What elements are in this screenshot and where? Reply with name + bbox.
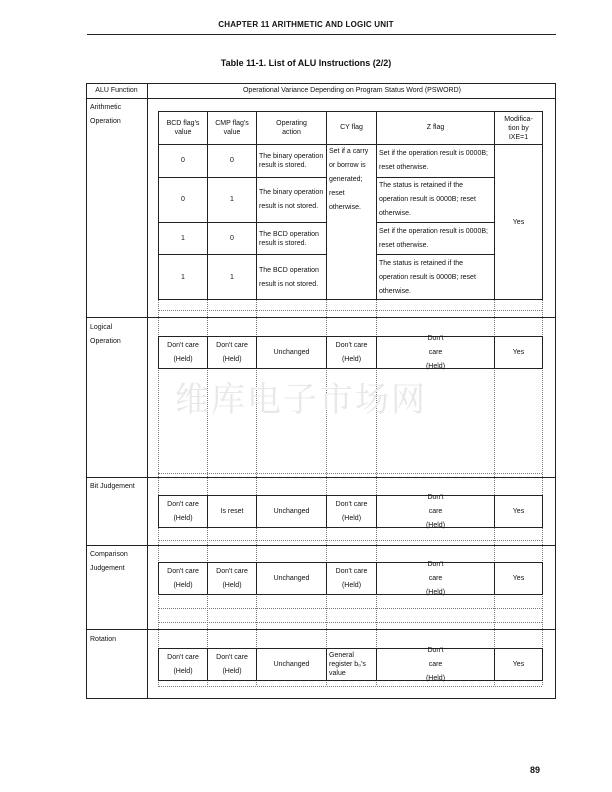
section-divider xyxy=(86,545,556,546)
bcd-value: 1 xyxy=(181,273,185,281)
bcd-value: Don't care (Held) xyxy=(167,341,199,363)
chapter-heading: CHAPTER 11 ARITHMETIC AND LOGIC UNIT xyxy=(218,20,394,29)
bcd-value: 0 xyxy=(181,157,185,164)
col-header-modification: Modifica- tion by IXE=1 xyxy=(504,115,533,141)
header-separator xyxy=(86,98,556,99)
function-column-divider xyxy=(147,83,148,699)
col-header-cmp: CMP flag's value xyxy=(215,120,249,136)
z-flag-value: Set if the operation result is 0000B; reset otherwise. xyxy=(379,227,488,249)
section-label-logical: Logical Operation xyxy=(90,324,121,345)
cmp-value: Don't care (Held) xyxy=(216,653,248,675)
bcd-value: Don't care (Held) xyxy=(167,567,199,589)
bcd-value: 0 xyxy=(181,196,185,203)
operating-action: The binary operation result is not stored. xyxy=(259,189,324,210)
alu-function-header: ALU Function xyxy=(95,87,138,94)
z-flag-value: The status is retained if the operation result is 0000B; reset otherwise. xyxy=(379,182,476,217)
modification-value: Yes xyxy=(512,574,525,582)
operating-action: Unchanged xyxy=(273,660,310,668)
operating-action: Unchanged xyxy=(273,507,310,515)
section-label-arithmetic: Arithmetic Operation xyxy=(90,104,122,125)
operating-action: Unchanged xyxy=(273,348,310,356)
cmp-value: 1 xyxy=(230,196,234,203)
operating-action: Unchanged xyxy=(273,574,310,582)
bcd-value: 1 xyxy=(181,234,185,242)
bcd-value: Don't care (Held) xyxy=(167,500,199,522)
modification-value: Yes xyxy=(512,348,525,356)
cmp-value: Don't care (Held) xyxy=(216,567,248,589)
section-label-bit: Bit Judgement xyxy=(90,483,135,490)
dotted-guide xyxy=(158,310,542,311)
operating-action: The BCD operation result is not stored. xyxy=(259,266,319,288)
cmp-value: 0 xyxy=(230,157,234,164)
z-flag-value: The status is retained if the operation result is 0000B; reset otherwise. xyxy=(379,259,476,295)
watermark: 维库电子市场网 xyxy=(175,380,427,420)
bcd-value: Don't care (Held) xyxy=(167,653,199,675)
col-header-operating-action: Operating action xyxy=(276,120,307,136)
z-flag-value: Don't care (Held) xyxy=(425,646,446,682)
z-flag-value: Don't care (Held) xyxy=(425,334,446,370)
dotted-guide xyxy=(158,540,542,541)
cy-flag-value: Don't care (Held) xyxy=(335,500,368,522)
cmp-value: Don't care (Held) xyxy=(216,341,248,363)
operational-variance-header: Operational Variance Depending on Program Status Word (PSWORD) xyxy=(242,87,461,94)
cy-flag-value: General register b₀'s value xyxy=(329,652,366,677)
z-flag-value: Don't care (Held) xyxy=(425,493,446,529)
section-label-rotation: Rotation xyxy=(90,636,117,643)
dotted-guide xyxy=(158,622,542,623)
modification-value: Yes xyxy=(512,218,525,226)
col-header-z-flag: Z flag xyxy=(426,124,445,131)
col-header-cy-flag: CY flag xyxy=(340,124,363,131)
header-rule xyxy=(87,34,556,35)
page-number: 89 xyxy=(530,765,541,775)
cmp-value: 1 xyxy=(230,273,234,281)
dotted-guide xyxy=(158,473,542,474)
cmp-value: Is reset xyxy=(220,507,244,515)
cy-flag-value: Don't care (Held) xyxy=(335,567,368,589)
section-divider xyxy=(86,317,556,318)
z-flag-value: Set if the operation result is 0000B; reset otherwise. xyxy=(379,150,488,171)
cy-flag-value: Set if a carry or borrow is generated; reset otherwise. xyxy=(329,148,369,211)
table-title: Table 11-1. List of ALU Instructions (2/2) xyxy=(220,58,392,68)
section-label-comparison: Comparison Judgement xyxy=(90,551,128,572)
col-header-bcd: BCD flag's value xyxy=(166,120,200,136)
modification-value: Yes xyxy=(512,507,525,515)
modification-value: Yes xyxy=(512,660,525,668)
z-flag-value: Don't care (Held) xyxy=(425,560,446,596)
dotted-guide xyxy=(158,686,542,687)
operating-action: The binary operation result is stored. xyxy=(259,153,324,169)
operating-action: The BCD operation result is stored. xyxy=(259,230,319,247)
section-divider xyxy=(86,629,556,630)
cmp-value: 0 xyxy=(230,234,234,242)
section-divider xyxy=(86,477,556,478)
cy-flag-value: Don't care (Held) xyxy=(335,341,368,363)
dotted-guide xyxy=(158,608,542,609)
